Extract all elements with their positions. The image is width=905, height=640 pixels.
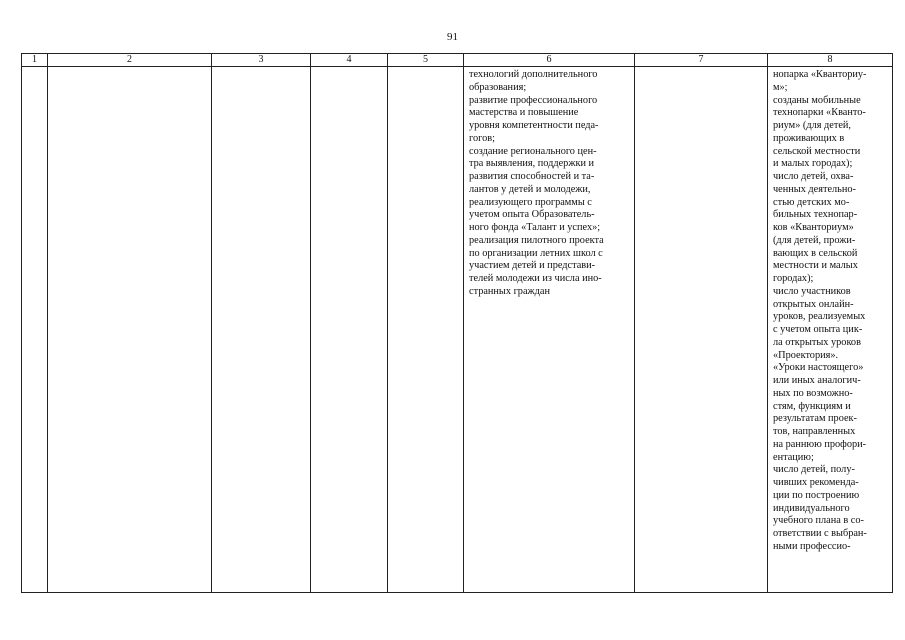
column-header-1: 1 xyxy=(22,54,48,67)
column-header-3: 3 xyxy=(212,54,311,67)
text-line: число детей, охва- xyxy=(773,171,854,182)
text-line: проживающих в xyxy=(773,132,845,144)
text-line: мастерства и повышение xyxy=(469,107,579,119)
text-line: местности и малых xyxy=(773,260,858,272)
text-line: ентацию; xyxy=(773,451,814,463)
text-line: вающих в сельской xyxy=(773,247,858,259)
document-table xyxy=(21,53,893,593)
text-line: ции по построению xyxy=(773,489,860,501)
text-line: развитие профессионального xyxy=(469,94,598,106)
column-header-4: 4 xyxy=(311,54,388,67)
text-line: гогов; xyxy=(469,132,495,144)
text-line: стям, функциям и xyxy=(773,400,851,412)
cell-col-7 xyxy=(635,67,768,593)
cell-col-5 xyxy=(388,67,464,593)
text-line: чивших рекоменда- xyxy=(773,477,859,488)
text-line: тра выявления, поддержки и xyxy=(469,158,595,170)
text-line: странных граждан xyxy=(469,285,550,297)
column-header-5: 5 xyxy=(388,54,464,67)
text-line: лантов у детей и молодежи, xyxy=(469,183,591,195)
text-line: с учетом опыта цик- xyxy=(773,324,863,335)
text-line: или иных аналогич- xyxy=(773,375,861,386)
text-line: учетом опыта Образователь- xyxy=(469,209,595,221)
text-line: результатам проек- xyxy=(773,413,857,425)
column-header-7: 7 xyxy=(635,54,768,67)
cell-col-6 xyxy=(464,67,635,593)
text-line: уроков, реализуемых xyxy=(773,311,866,323)
cell-col-3 xyxy=(212,67,311,593)
text-line: «Уроки настоящего» xyxy=(773,362,864,374)
col-6-text xyxy=(464,67,634,299)
cell-col-4 xyxy=(311,67,388,593)
text-line: ответствии с выбран- xyxy=(773,528,867,539)
text-line: (для детей, прожи- xyxy=(773,234,856,246)
text-line: число детей, полу- xyxy=(773,464,855,476)
text-line: тов, направленных xyxy=(773,426,856,437)
text-line: открытых онлайн- xyxy=(773,298,854,310)
text-line: число участников xyxy=(773,285,851,297)
text-line: созданы мобильные xyxy=(773,94,861,106)
text-line: развития способностей и та- xyxy=(469,171,595,182)
column-header-8: 8 xyxy=(768,54,893,67)
text-line: уровня компетентности педа- xyxy=(469,120,599,131)
text-line: реализующего программы с xyxy=(469,196,592,208)
text-line: ных по возможно- xyxy=(773,387,853,399)
text-line: риум» (для детей, xyxy=(773,120,851,131)
text-line: и малых городах); xyxy=(773,158,853,170)
text-line: м»; xyxy=(773,81,788,93)
page-number: 91 xyxy=(447,31,458,43)
text-line: ченных деятельно- xyxy=(773,183,856,195)
text-line: «Проектория». xyxy=(773,349,839,361)
cell-col-2 xyxy=(48,67,212,593)
text-line: ными профессио- xyxy=(773,540,851,552)
text-line: образования; xyxy=(469,81,527,93)
text-line: стью детских мо- xyxy=(773,196,850,208)
text-line: сельской местности xyxy=(773,145,861,157)
text-line: нопарка «Кванториу- xyxy=(773,69,867,80)
cell-col-1 xyxy=(22,67,48,593)
text-line: реализация пилотного проекта xyxy=(469,234,604,246)
text-line: бильных технопар- xyxy=(773,209,858,221)
col-8-text xyxy=(768,67,892,554)
cell-col-8 xyxy=(768,67,893,593)
text-line: телей молодежи из числа ино- xyxy=(469,273,602,284)
text-line: создание регионального цен- xyxy=(469,145,597,157)
text-line: учебного плана в со- xyxy=(773,515,864,527)
text-line: на раннюю профори- xyxy=(773,438,867,450)
column-header-2: 2 xyxy=(48,54,212,67)
column-header-6: 6 xyxy=(464,54,635,67)
text-line: технологий дополнительного xyxy=(469,69,598,80)
text-line: ла открытых уроков xyxy=(773,336,861,348)
text-line: городах); xyxy=(773,273,814,284)
text-line: участием детей и представи- xyxy=(469,260,596,272)
text-line: ков «Кванториум» xyxy=(773,222,854,233)
table-row xyxy=(22,67,893,593)
text-line: технопарки «Кванто- xyxy=(773,107,866,119)
header-row xyxy=(22,54,893,67)
text-line: ного фонда «Талант и успех»; xyxy=(469,222,601,233)
text-line: индивидуального xyxy=(773,502,850,514)
text-line: по организации летних школ с xyxy=(469,247,603,259)
